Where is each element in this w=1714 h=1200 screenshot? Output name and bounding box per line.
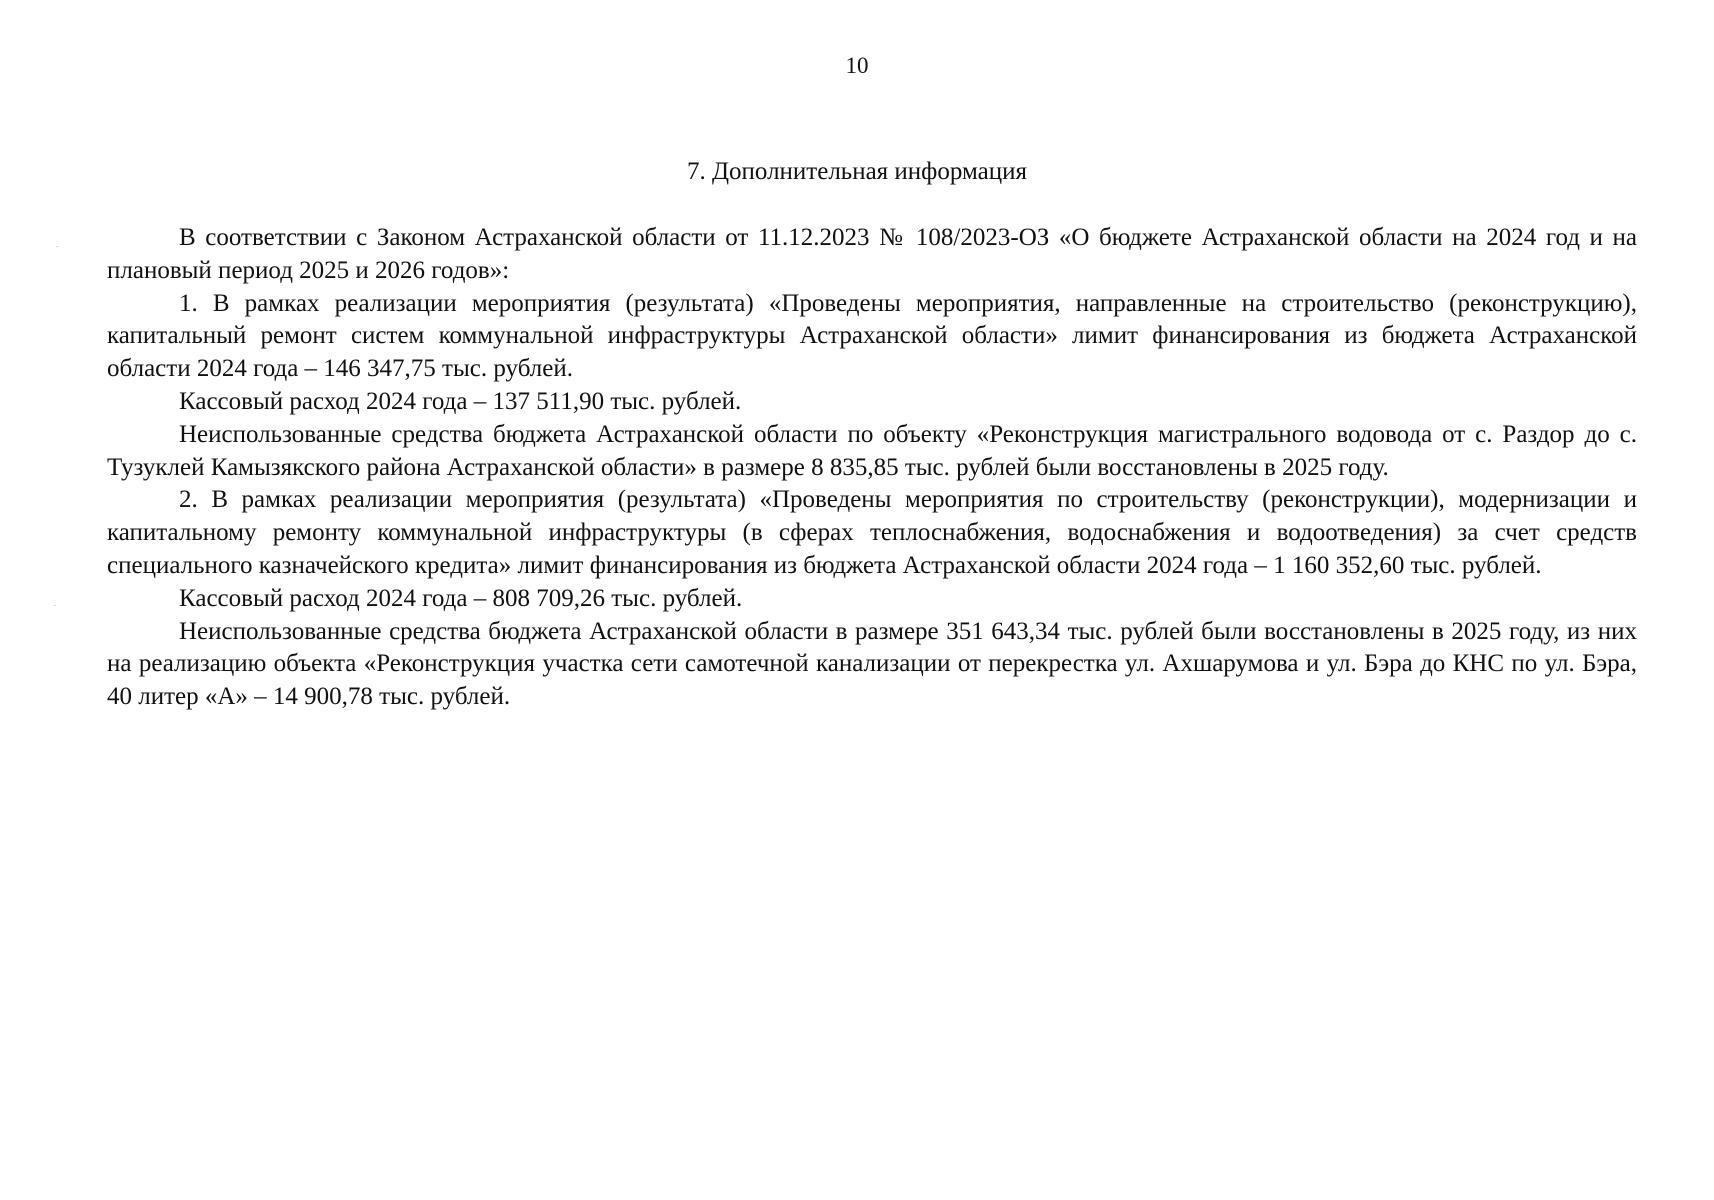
paragraph-unused-funds-2: Неиспользованные средства бюджета Астраханской области в размере 351 643,34 тыс. рублей были восстановлены в 2025 году, из них на реализацию объекта «Реконструкция участка сети самотечной канализации от перекрестка ул. Ахшарумова и ул. Бэра до КНС по ул. Бэра, 40 литер «А» – 14 900,78 тыс. рублей. bbox=[107, 617, 1637, 711]
scan-edge-mark bbox=[54, 605, 56, 606]
paragraph-item-1: 1. В рамках реализации мероприятия (результата) «Проведены мероприятия, направленные на строительство (реконструкцию), капитальный ремонт систем коммунальной инфраструктуры Астраханской области» лимит финансирования из бюджета Астраханской области 2024 года – 146 347,75 тыс. рублей. bbox=[107, 289, 1637, 383]
paragraph-cash-expense-2: Кассовый расход 2024 года – 808 709,26 тыс. рублей. bbox=[179, 584, 743, 612]
document-body bbox=[107, 222, 1637, 714]
paragraph-cash-expense-1: Кассовый расход 2024 года – 137 511,90 тыс. рублей. bbox=[179, 387, 742, 415]
page-number: 10 bbox=[845, 53, 869, 78]
paragraph-law-reference: В соответствии с Законом Астраханской области от 11.12.2023 № 108/2023-ОЗ «О бюджете Астраханской области на 2024 год и на плановый период 2025 и 2026 годов»: bbox=[107, 224, 1637, 284]
paragraph-unused-funds-1: Неиспользованные средства бюджета Астраханской области по объекту «Реконструкция магистрального водовода от с. Раздор до с. Тузуклей Камызякского района Астраханской области» в размере 8 835,85 тыс. рублей были восстановлены в 2025 году. bbox=[107, 420, 1637, 481]
section-title: 7. Дополнительная информация bbox=[686, 158, 1028, 185]
scan-edge-mark bbox=[56, 246, 58, 247]
paragraph-item-2: 2. В рамках реализации мероприятия (результата) «Проведены мероприятия по строительству (реконструкции), модернизации и капитальному ремонту коммунальной инфраструктуры (в сферах теплоснабжения, водоснабжения и водоотведения) за счет средств специального казначейского кредита» лимит финансирования из бюджета Астраханской области 2024 года – 1 160 352,60 тыс. рублей. bbox=[107, 486, 1637, 579]
